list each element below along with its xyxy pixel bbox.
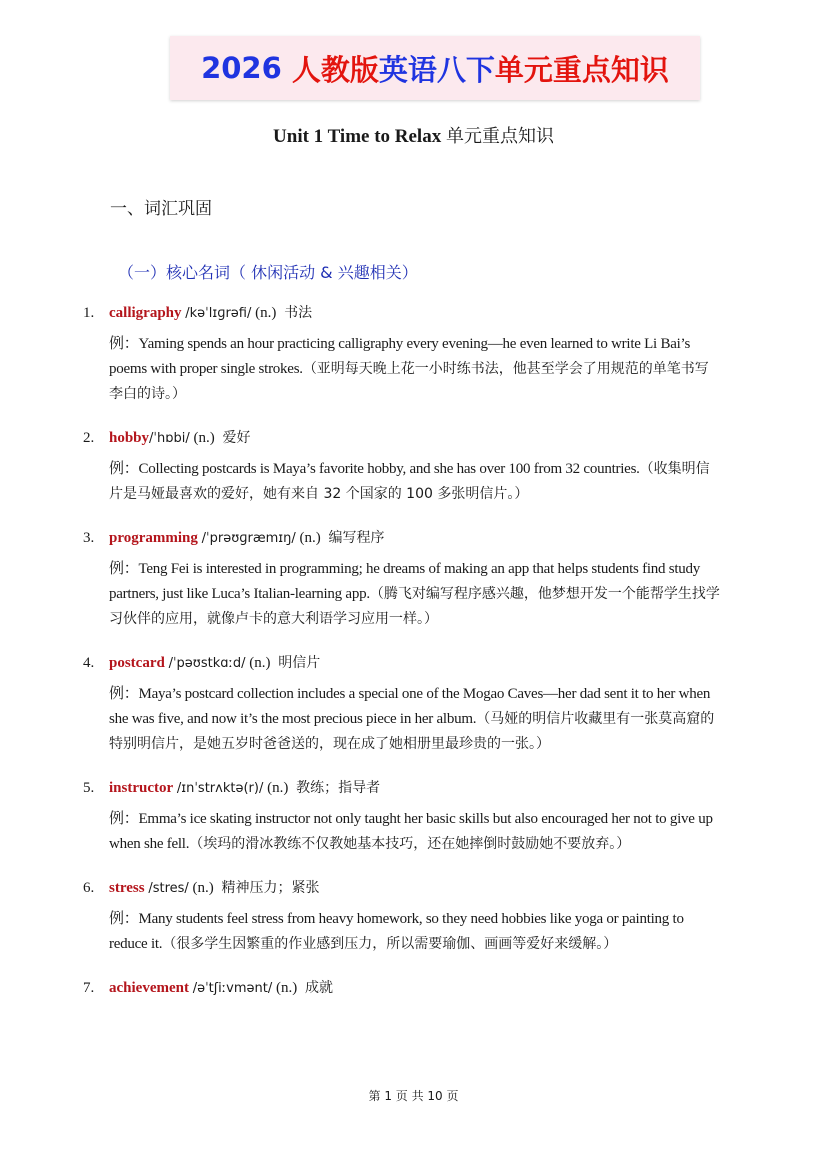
vocab-number: 1. — [83, 305, 95, 321]
vocab-item — [0, 775, 827, 857]
vocab-phonetic: /kəˈlɪɡrəfi/ — [185, 306, 252, 321]
example-chinese: （埃玛的滑冰教练不仅教她基本技巧，还在她摔倒时鼓励她不要放弃。） — [189, 836, 631, 852]
example-english: 例：Many students feel stress from heavy homework, so they need hobbies like yoga or painting to reduce it. — [109, 911, 684, 952]
vocab-item — [0, 300, 827, 407]
vocab-head — [0, 775, 827, 801]
vocab-word: programming — [109, 530, 198, 546]
vocab-word: stress — [109, 880, 145, 896]
vocab-example — [109, 807, 721, 857]
vocab-word: calligraphy — [109, 305, 182, 321]
vocab-example — [109, 557, 721, 632]
banner-topic: 单元重点知识 — [494, 52, 669, 87]
vocab-list — [0, 300, 827, 1001]
vocab-phonetic: /ˈprəʊɡræmɪŋ/ — [201, 531, 296, 546]
vocab-phonetic: /ɪnˈstrʌktə(r)/ — [176, 781, 264, 796]
example-english: 例：Teng Fei is interested in programming; he dreams of making an app that helps students find study partners, just like Luca’s Italian-learning app. — [109, 561, 701, 602]
page-subtitle — [0, 122, 827, 148]
vocab-meaning: 编写程序 — [328, 530, 385, 546]
vocab-pos: (n.) — [275, 980, 298, 996]
vocab-head — [0, 425, 827, 451]
vocab-example — [109, 682, 721, 757]
example-chinese: （腾飞对编写程序感兴趣，他梦想开发一个能帮学生找学习伙伴的应用，就像卢卡的意大利语学习应用一样。） — [109, 586, 720, 627]
vocab-word: instructor — [109, 780, 174, 796]
example-chinese: （亚明每天晚上花一小时练书法，他甚至学会了用规范的单笔书写李白的诗。） — [109, 361, 709, 402]
vocab-head — [0, 300, 827, 326]
subtitle-chinese: 单元重点知识 — [445, 126, 554, 147]
vocab-number: 2. — [83, 430, 95, 446]
vocab-word: postcard — [109, 655, 165, 671]
vocab-item — [0, 975, 827, 1001]
vocab-word: achievement — [109, 980, 189, 996]
vocab-phonetic: /əˈtʃiːvmənt/ — [192, 981, 273, 996]
vocab-example — [109, 907, 721, 957]
vocab-pos: (n.) — [249, 655, 271, 671]
example-chinese: （马娅的明信片收藏里有一张莫高窟的特别明信片，是她五岁时爸爸送的，现在成了她相册里最珍贵的一张。） — [109, 711, 715, 752]
vocab-head — [0, 975, 827, 1001]
vocab-meaning: 明信片 — [278, 655, 321, 671]
vocab-example — [109, 332, 721, 407]
vocab-number: 3. — [83, 530, 95, 546]
vocab-head — [0, 875, 827, 901]
vocab-number: 4. — [83, 655, 95, 671]
vocab-meaning: 精神压力；紧张 — [221, 880, 320, 896]
vocab-pos: (n.) — [192, 880, 214, 896]
vocab-phonetic: /ˈhɒbi/ — [149, 431, 190, 446]
banner-year: 2026 — [201, 51, 282, 85]
title-banner — [170, 36, 700, 100]
vocab-pos: (n.) — [267, 780, 289, 796]
vocab-meaning: 书法 — [284, 305, 313, 321]
vocab-item — [0, 875, 827, 957]
vocab-head — [0, 650, 827, 676]
vocab-phonetic: /stres/ — [148, 881, 189, 896]
example-english: 例：Emma’s ice skating instructor not only taught her basic skills but also encouraged her not to give up when she fell. — [109, 811, 713, 852]
vocab-item — [0, 425, 827, 507]
vocab-phonetic: /ˈpəʊstkɑːd/ — [168, 656, 246, 671]
page-footer: 第 1 页 共 10 页 — [368, 1089, 459, 1103]
vocab-item — [0, 650, 827, 757]
vocab-meaning: 教练；指导者 — [296, 780, 381, 796]
sub-heading: （一）核心名词（ 休闲活动 & 兴趣相关） — [118, 263, 418, 282]
vocab-word: hobby — [109, 430, 150, 446]
vocab-number: 7. — [83, 980, 95, 996]
vocab-head — [0, 525, 827, 551]
section-title: 一、词汇巩固 — [110, 199, 212, 219]
example-chinese: （收集明信片是马娅最喜欢的爱好，她有来自 32 个国家的 100 多张明信片。） — [109, 461, 710, 502]
vocab-meaning: 成就 — [304, 980, 333, 996]
vocab-example — [109, 457, 721, 507]
vocab-pos: (n.) — [299, 530, 321, 546]
banner-subject: 英语八下 — [378, 52, 495, 87]
vocab-item — [0, 525, 827, 632]
vocab-pos: (n.) — [193, 430, 215, 446]
vocab-meaning: 爱好 — [222, 430, 251, 446]
example-chinese: （很多学生因繁重的作业感到压力，所以需要瑜伽、画画等爱好来缓解。） — [162, 936, 618, 952]
example-english: 例：Yaming spends an hour practicing calligraphy every evening—he even learned to write Li Bai’s poems with proper single strokes. — [109, 336, 691, 377]
vocab-number: 6. — [83, 880, 95, 896]
vocab-number: 5. — [83, 780, 95, 796]
example-english: 例：Maya’s postcard collection includes a special one of the Mogao Caves—her dad sent it to her when she was five, and now it’s the most precious piece in her album. — [109, 686, 711, 727]
subtitle-english: Unit 1 Time to Relax — [273, 126, 442, 147]
example-english: 例：Collecting postcards is Maya’s favorite hobby, and she has over 100 from 32 countries. — [109, 461, 640, 477]
vocab-pos: (n.) — [255, 305, 277, 321]
banner-edition: 人教版 — [291, 52, 379, 87]
